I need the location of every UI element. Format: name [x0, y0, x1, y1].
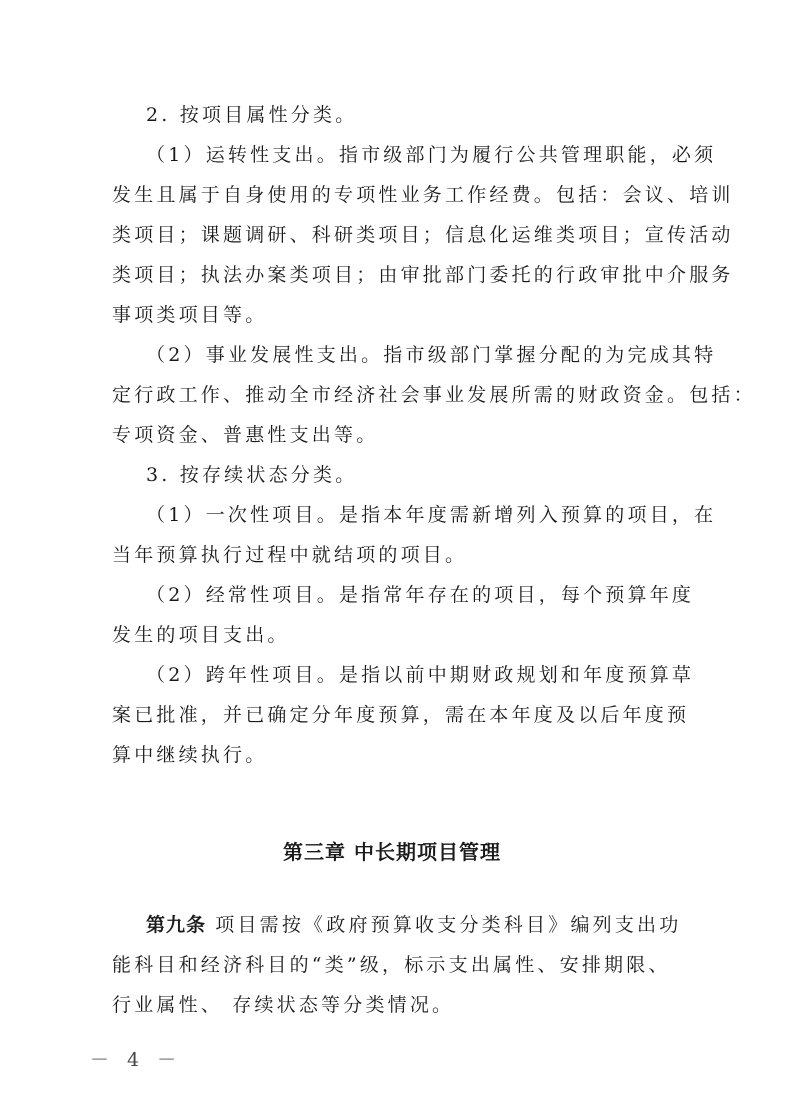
chapter-title: 第三章 中长期项目管理 — [283, 840, 501, 864]
paragraph-line: 发生且属于自身使用的专项性业务工作经费。包括：会议、培训 — [112, 184, 734, 206]
paragraph-line: 发生的项目支出。 — [112, 624, 290, 646]
paragraph-line: 能科目和经济科目的“类”级，标示支出属性、安排期限、 — [112, 954, 671, 976]
section-2-heading: 2. 按项目属性分类。 — [146, 104, 358, 126]
article-9-heading: 第九条 — [146, 914, 207, 936]
paragraph-line: 当年预算执行过程中就结项的项目。 — [112, 544, 468, 566]
paragraph-line: （1）运转性支出。指市级部门为履行公共管理职能，必须 — [146, 144, 717, 166]
paragraph-line: （2）跨年性项目。是指以前中期财政规划和年度预算草 — [146, 664, 695, 686]
paragraph-line: 类项目；课题调研、科研类项目；信息化运维类项目；宣传活动 — [112, 224, 734, 246]
paragraph-line: 行业属性、 存续状态等分类情况。 — [112, 994, 455, 1016]
paragraph-line: 案已批准，并已确定分年度预算，需在本年度及以后年度预 — [112, 704, 690, 726]
paragraph-line: 定行政工作、推动全市经济社会事业发展所需的财政资金。包括： — [112, 384, 756, 406]
paragraph-line: 事项类项目等。 — [112, 304, 268, 326]
paragraph-line: 类项目；执法办案类项目；由审批部门委托的行政审批中介服务 — [112, 264, 734, 286]
paragraph-line: 算中继续执行。 — [112, 744, 268, 766]
paragraph-line: （2）事业发展性支出。指市级部门掌握分配的为完成其特 — [146, 344, 717, 366]
article-9-text: 项目需按《政府预算收支分类科目》编列支出功 — [206, 914, 682, 936]
paragraph-line: （2）经常性项目。是指常年存在的项目，每个预算年度 — [146, 584, 695, 606]
page-number: － 4 － — [90, 1049, 183, 1071]
paragraph-line: （1）一次性项目。是指本年度需新增列入预算的项目，在 — [146, 504, 717, 526]
section-3-heading: 3. 按存续状态分类。 — [146, 464, 358, 486]
article-9-line — [146, 913, 681, 937]
paragraph-line: 专项资金、普惠性支出等。 — [112, 424, 379, 446]
